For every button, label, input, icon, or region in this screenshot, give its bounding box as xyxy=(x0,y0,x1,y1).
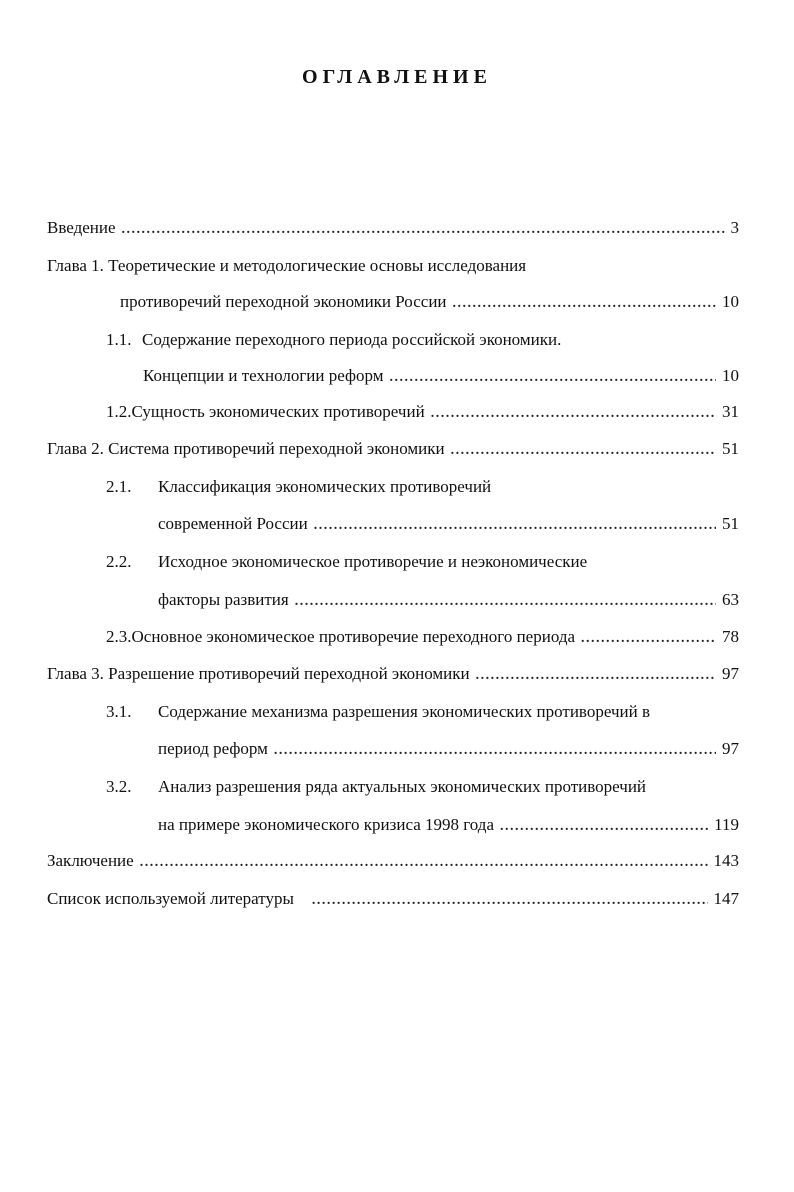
toc-entry-text: Анализ разрешения ряда актуальных экономических противоречий xyxy=(158,777,647,796)
toc-entry-bibliography xyxy=(47,887,739,911)
toc-page-number: 51 xyxy=(722,439,739,458)
toc-entry-text: Содержание механизма разрешения экономических противоречий в xyxy=(158,702,650,721)
toc-page-number: 119 xyxy=(714,815,739,834)
toc-entry-text: Заключение xyxy=(47,851,134,870)
toc-entry-section-2-2 xyxy=(106,550,739,574)
toc-entry-text: противоречий переходной экономики России xyxy=(120,292,447,311)
toc-entry-text: Классификация экономических противоречий xyxy=(158,477,492,496)
dot-leader xyxy=(500,815,708,839)
toc-entry-text: Сущность экономических противоречий xyxy=(131,402,425,421)
toc-entry-section-1-2 xyxy=(106,400,739,424)
toc-page-number: 78 xyxy=(722,627,739,646)
toc-page-number: 10 xyxy=(722,292,739,311)
toc-entry-text: Исходное экономическое противоречие и неэкономические xyxy=(158,552,588,571)
toc-entry-chapter-3 xyxy=(47,662,739,686)
toc-page-number: 97 xyxy=(722,664,739,683)
toc-page-number: 97 xyxy=(722,739,739,758)
toc-entry-section-3-2-cont xyxy=(158,813,739,837)
toc-page-number: 51 xyxy=(722,514,739,533)
page-title: ОГЛАВЛЕНИЕ xyxy=(302,66,492,88)
toc-entry-section-3-1 xyxy=(106,700,739,724)
toc-entry-text: факторы развития xyxy=(158,590,289,609)
toc-entry-text: Содержание переходного периода российской экономики. xyxy=(142,330,562,349)
toc-entry-text: современной России xyxy=(158,514,308,533)
dot-leader xyxy=(312,889,708,913)
dot-leader xyxy=(451,439,716,463)
toc-section-number: 1.2. xyxy=(106,402,132,421)
toc-page-number: 3 xyxy=(730,218,739,237)
toc-entry-text: Глава 2. Система противоречий переходной экономики xyxy=(47,439,445,458)
toc-entry-text: Основное экономическое противоречие переходного периода xyxy=(131,627,576,646)
toc-page-number: 143 xyxy=(713,851,739,870)
dot-leader xyxy=(274,739,716,763)
toc-section-number: 3.2. xyxy=(106,777,132,796)
toc-entry-introduction xyxy=(47,216,739,240)
toc-entry-section-1-1 xyxy=(106,328,739,352)
toc-entry-text: Глава 1. Теоретические и методологические основы исследования xyxy=(47,256,527,275)
toc-entry-section-2-2-cont xyxy=(158,588,739,612)
toc-page-number: 10 xyxy=(722,366,739,385)
toc-section-number: 2.2. xyxy=(106,552,132,571)
toc-section-number: 3.1. xyxy=(106,702,132,721)
toc-entry-text: Введение xyxy=(47,218,116,237)
toc-page-number: 147 xyxy=(713,889,739,908)
toc-entry-section-2-3 xyxy=(106,625,739,649)
toc-entry-chapter-1-cont xyxy=(120,290,739,314)
toc-entry-section-2-1 xyxy=(106,475,739,499)
toc-entry-conclusion xyxy=(47,849,739,873)
dot-leader xyxy=(295,590,716,614)
dot-leader xyxy=(390,366,716,390)
dot-leader xyxy=(314,514,716,538)
toc-section-number: 1.1. xyxy=(106,330,132,349)
toc-entry-section-3-1-cont xyxy=(158,737,739,761)
toc-entry-section-2-1-cont xyxy=(158,512,739,536)
toc-entry-text: Список используемой литературы xyxy=(47,889,294,908)
toc-entry-chapter-2 xyxy=(47,437,739,461)
dot-leader xyxy=(453,292,716,316)
toc-entry-text: Концепции и технологии реформ xyxy=(143,366,384,385)
toc-entry-text: период реформ xyxy=(158,739,268,758)
toc-section-number: 2.3. xyxy=(106,627,132,646)
toc-entry-section-3-2 xyxy=(106,775,739,799)
toc-page-number: 31 xyxy=(722,402,739,421)
dot-leader xyxy=(431,402,716,426)
dot-leader xyxy=(122,218,725,242)
toc-section-number: 2.1. xyxy=(106,477,132,496)
toc-entry-text: на примере экономического кризиса 1998 года xyxy=(158,815,494,834)
toc-entry-text: Глава 3. Разрешение противоречий переходной экономики xyxy=(47,664,470,683)
dot-leader xyxy=(581,627,716,651)
dot-leader xyxy=(140,851,708,875)
toc-page-number: 63 xyxy=(722,590,739,609)
toc-entry-chapter-1 xyxy=(47,254,739,278)
toc-entry-section-1-1-cont xyxy=(143,364,739,388)
dot-leader xyxy=(476,664,716,688)
